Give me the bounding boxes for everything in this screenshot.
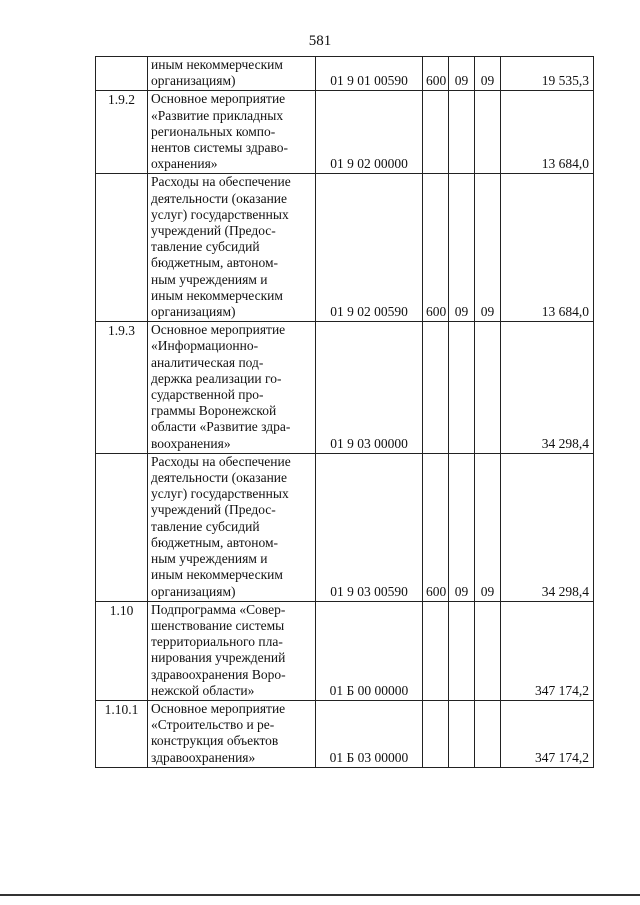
row-name-line: Расходы на обеспечение bbox=[151, 174, 291, 190]
row-name-cell bbox=[148, 57, 316, 91]
target-article-code-cell: 01 9 02 00590 bbox=[316, 174, 423, 322]
row-name-line: Основное мероприятие bbox=[151, 700, 286, 716]
row-name-line: учреждений (Предос- bbox=[151, 223, 276, 239]
section-code-cell bbox=[449, 91, 475, 174]
row-name-line: воохранения» bbox=[151, 435, 231, 451]
row-name-line: Основное мероприятие bbox=[151, 91, 286, 107]
table-row bbox=[96, 322, 594, 454]
row-name-line: нентов системы здраво- bbox=[151, 140, 288, 156]
row-name-line: учреждений (Предос- bbox=[151, 502, 276, 518]
row-name-line: организациям) bbox=[151, 304, 236, 320]
row-number-cell: 1.9.2 bbox=[96, 91, 148, 174]
row-name-line: области «Развитие здра- bbox=[151, 419, 291, 435]
amount-cell: 19 535,3 bbox=[501, 57, 594, 91]
section-code-cell bbox=[449, 700, 475, 767]
row-number-cell: 1.10 bbox=[96, 601, 148, 700]
amount-cell: 347 174,2 bbox=[501, 700, 594, 767]
target-article-code-cell: 01 Б 03 00000 bbox=[316, 700, 423, 767]
table-row bbox=[96, 174, 594, 322]
section-code-cell bbox=[449, 601, 475, 700]
row-number-cell: 1.9.3 bbox=[96, 322, 148, 454]
expense-type-cell bbox=[423, 601, 449, 700]
row-name-line: здравоохранения Воро- bbox=[151, 666, 286, 682]
budget-table bbox=[95, 56, 594, 768]
row-name-cell bbox=[148, 91, 316, 174]
row-name-line: граммы Воронежской bbox=[151, 403, 277, 419]
row-name-line: организациям) bbox=[151, 73, 236, 89]
row-name-line: аналитическая под- bbox=[151, 354, 264, 370]
expense-type-cell: 600 bbox=[423, 57, 449, 91]
subsection-code-cell bbox=[475, 601, 501, 700]
row-name-line: организациям) bbox=[151, 583, 236, 599]
page-number: 581 bbox=[308, 33, 332, 49]
row-name-line: ным учреждениям и bbox=[151, 551, 268, 567]
expense-type-cell bbox=[423, 91, 449, 174]
row-name-line: Подпрограмма «Совер- bbox=[151, 601, 286, 617]
row-name-line: деятельности (оказание bbox=[151, 190, 288, 206]
subsection-code-cell: 09 bbox=[475, 453, 501, 601]
row-number-cell bbox=[96, 174, 148, 322]
amount-cell: 13 684,0 bbox=[501, 174, 594, 322]
target-article-code-cell: 01 Б 00 00000 bbox=[316, 601, 423, 700]
row-name-line: «Строительство и ре- bbox=[151, 717, 275, 733]
budget-table-body bbox=[96, 57, 594, 768]
table-row bbox=[96, 700, 594, 767]
row-name-line: услуг) государственных bbox=[151, 206, 289, 222]
row-name-cell bbox=[148, 453, 316, 601]
target-article-code-cell: 01 9 01 00590 bbox=[316, 57, 423, 91]
row-number-cell bbox=[96, 453, 148, 601]
amount-cell: 13 684,0 bbox=[501, 91, 594, 174]
row-name-cell bbox=[148, 174, 316, 322]
subsection-code-cell bbox=[475, 322, 501, 454]
subsection-code-cell bbox=[475, 91, 501, 174]
table-row bbox=[96, 57, 594, 91]
row-name-line: «Информационно- bbox=[151, 338, 259, 354]
subsection-code-cell: 09 bbox=[475, 174, 501, 322]
row-number-cell bbox=[96, 57, 148, 91]
row-number-cell: 1.10.1 bbox=[96, 700, 148, 767]
row-name-line: тавление субсидий bbox=[151, 518, 260, 534]
row-name-line: деятельности (оказание bbox=[151, 470, 288, 486]
row-name-cell bbox=[148, 700, 316, 767]
table-row bbox=[96, 453, 594, 601]
subsection-code-cell bbox=[475, 700, 501, 767]
row-name-line: ным учреждениям и bbox=[151, 271, 268, 287]
row-name-line: услуг) государственных bbox=[151, 486, 289, 502]
row-name-line: тавление субсидий bbox=[151, 239, 260, 255]
row-name-line: держка реализации го- bbox=[151, 370, 282, 386]
row-name-line: конструкция объектов bbox=[151, 733, 279, 749]
target-article-code-cell: 01 9 03 00000 bbox=[316, 322, 423, 454]
section-code-cell bbox=[449, 322, 475, 454]
row-name-line: иным некоммерческим bbox=[151, 567, 283, 583]
section-code-cell: 09 bbox=[449, 453, 475, 601]
footer-rule bbox=[0, 894, 640, 896]
table-row bbox=[96, 91, 594, 174]
expense-type-cell: 600 bbox=[423, 174, 449, 322]
section-code-cell: 09 bbox=[449, 174, 475, 322]
expense-type-cell bbox=[423, 322, 449, 454]
target-article-code-cell: 01 9 02 00000 bbox=[316, 91, 423, 174]
row-name-line: нежской области» bbox=[151, 682, 255, 698]
row-name-line: шенствование системы bbox=[151, 617, 285, 633]
row-name-line: охранения» bbox=[151, 156, 218, 172]
row-name-line: Основное мероприятие bbox=[151, 322, 286, 338]
row-name-line: нирования учреждений bbox=[151, 650, 286, 666]
target-article-code-cell: 01 9 03 00590 bbox=[316, 453, 423, 601]
expense-type-cell: 600 bbox=[423, 453, 449, 601]
row-name-line: здравоохранения» bbox=[151, 749, 256, 765]
subsection-code-cell: 09 bbox=[475, 57, 501, 91]
row-name-cell bbox=[148, 322, 316, 454]
row-name-cell bbox=[148, 601, 316, 700]
row-name-line: региональных компо- bbox=[151, 123, 276, 139]
row-name-line: бюджетным, автоном- bbox=[151, 534, 279, 550]
table-row bbox=[96, 601, 594, 700]
row-name-line: сударственной про- bbox=[151, 387, 264, 403]
amount-cell: 347 174,2 bbox=[501, 601, 594, 700]
section-code-cell: 09 bbox=[449, 57, 475, 91]
expense-type-cell bbox=[423, 700, 449, 767]
row-name-line: «Развитие прикладных bbox=[151, 107, 284, 123]
amount-cell: 34 298,4 bbox=[501, 453, 594, 601]
row-name-line: иным некоммерческим bbox=[151, 57, 283, 72]
row-name-line: иным некоммерческим bbox=[151, 287, 283, 303]
row-name-line: территориального пла- bbox=[151, 634, 283, 650]
row-name-line: Расходы на обеспечение bbox=[151, 453, 291, 469]
row-name-line: бюджетным, автоном- bbox=[151, 255, 279, 271]
amount-cell: 34 298,4 bbox=[501, 322, 594, 454]
